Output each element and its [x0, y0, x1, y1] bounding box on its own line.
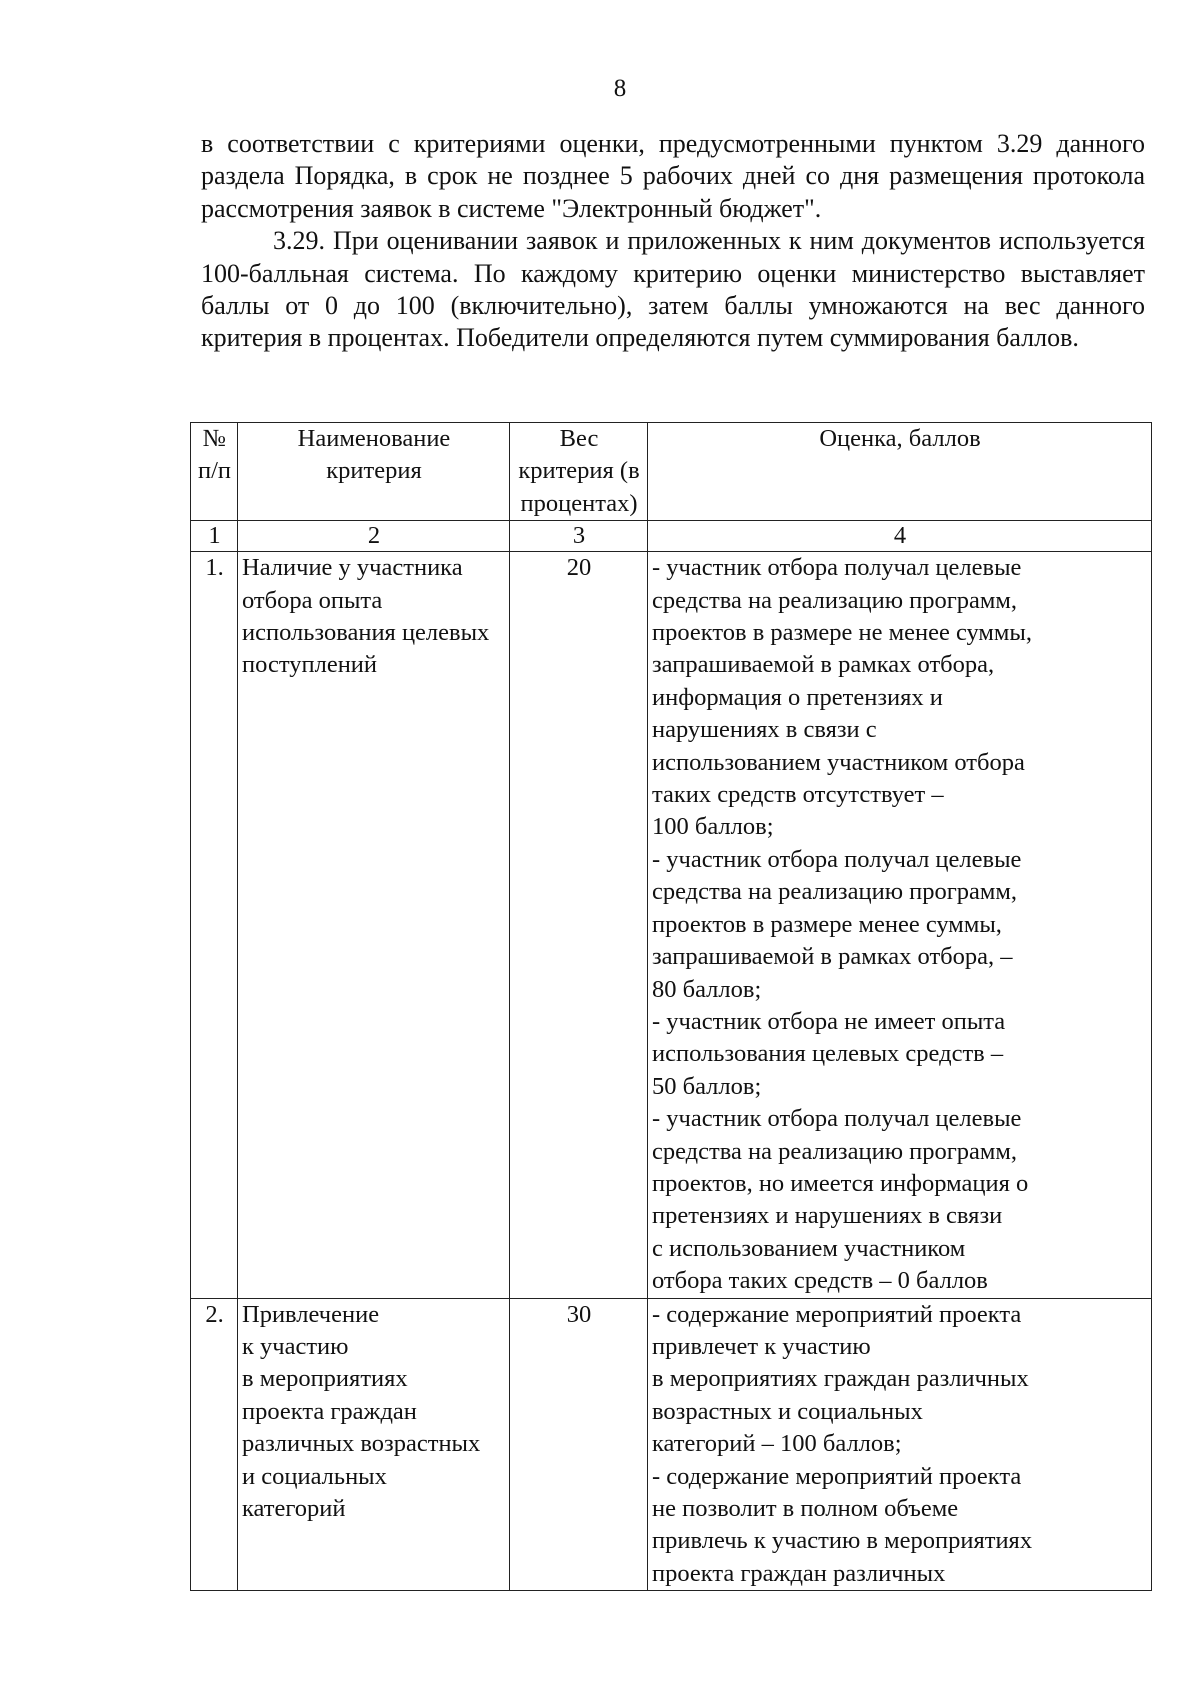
- score-line: использования целевых средств –: [652, 1040, 1004, 1068]
- score-line: привлечь к участию в мероприятиях: [652, 1527, 1033, 1555]
- name-line: категорий: [242, 1495, 346, 1522]
- name-line: к участию: [242, 1332, 349, 1360]
- name-line: отбора опыта: [242, 586, 383, 614]
- row-num: 1.: [191, 552, 238, 1298]
- score-line: нарушениях в связи с: [652, 716, 877, 744]
- table-row: [191, 1298, 1152, 1591]
- score-line: средства на реализацию программ,: [652, 586, 1018, 614]
- score-line: проектов в размере не менее суммы,: [652, 619, 1033, 647]
- score-line: запрашиваемой в рамках отбора,: [652, 651, 995, 679]
- score-line: проектов в размере менее суммы,: [652, 910, 1002, 938]
- name-line: Привлечение: [242, 1300, 380, 1328]
- page-number: 8: [613, 75, 627, 102]
- header-weight-line: Вес: [559, 425, 599, 452]
- header-num: [191, 423, 238, 521]
- score-line: средства на реализацию программ,: [652, 878, 1018, 906]
- header-num-line: №: [202, 425, 227, 452]
- score-line: таких средств отсутствует –: [652, 781, 944, 809]
- name-line: поступлений: [242, 651, 378, 679]
- score-line: претензиях и нарушениях в связи: [652, 1202, 1003, 1230]
- score-line: проектов, но имеется информация о: [652, 1169, 1029, 1197]
- score-line: проекта граждан различных: [652, 1559, 946, 1587]
- header-num-line: п/п: [197, 457, 232, 485]
- score-line: привлечет к участию: [652, 1332, 871, 1360]
- header-name-line: критерия: [326, 457, 422, 485]
- paragraph-continuation: в соответствии с критериями оценки, предусмотренными пунктом 3.29 данного раздела Порядка, в срок не позднее 5 рабочих дней со дня размещения протокола рассмотрения заявок в системе "Электронный бюджет".: [201, 129, 1145, 223]
- criteria-table: [190, 422, 1152, 1591]
- header-score: [648, 423, 1152, 521]
- paragraph-3-29: 3.29. При оценивании заявок и приложенных к ним документов используется 100-балльная система. По каждому критерию оценки министерство выставляет баллы от 0 до 100 (включительно), затем баллы умножаются на вес данного критерия в процентах. Победители определяются путем суммирования баллов.: [201, 226, 1145, 353]
- score-line: категорий – 100 баллов;: [652, 1430, 902, 1458]
- score-line: 80 баллов;: [652, 975, 762, 1003]
- score-line: - участник отбора не имеет опыта: [652, 1007, 1006, 1035]
- column-index: 2: [238, 521, 510, 552]
- column-index: 1: [191, 521, 238, 552]
- row-score: [648, 552, 1152, 1298]
- header-name: [238, 423, 510, 521]
- score-line: - участник отбора получал целевые: [652, 845, 1022, 873]
- body-text: [201, 128, 1145, 355]
- row-weight: 30: [510, 1298, 648, 1591]
- score-line: не позволит в полном объеме: [652, 1495, 959, 1522]
- header-score-line: Оценка, баллов: [819, 425, 981, 452]
- name-line: использования целевых: [242, 619, 490, 647]
- score-line: использованием участником отбора: [652, 748, 1025, 776]
- table-row: [191, 552, 1152, 1298]
- name-line: различных возрастных: [242, 1430, 481, 1458]
- name-line: в мероприятиях: [242, 1365, 408, 1393]
- row-weight: 20: [510, 552, 648, 1298]
- score-line: - участник отбора получал целевые: [652, 1105, 1022, 1133]
- score-line: в мероприятиях граждан различных: [652, 1365, 1029, 1393]
- row-name: [238, 552, 510, 1298]
- name-line: и социальных: [242, 1462, 387, 1490]
- row-score: [648, 1298, 1152, 1591]
- column-index-row: [191, 521, 1152, 552]
- name-line: Наличие у участника: [242, 554, 463, 582]
- score-line: 50 баллов;: [652, 1072, 762, 1100]
- score-line: информация о претензиях и: [652, 683, 943, 711]
- score-line: - участник отбора получал целевые: [652, 554, 1022, 582]
- score-line: возрастных и социальных: [652, 1397, 923, 1425]
- header-weight: [510, 423, 648, 521]
- score-line: - содержание мероприятий проекта: [652, 1300, 1022, 1328]
- score-line: с использованием участником: [652, 1234, 966, 1262]
- score-line: 100 баллов;: [652, 813, 774, 841]
- name-line: проекта граждан: [242, 1397, 417, 1425]
- score-line: средства на реализацию программ,: [652, 1137, 1018, 1165]
- table-header-row: [191, 423, 1152, 521]
- score-line: запрашиваемой в рамках отбора, –: [652, 943, 1013, 971]
- header-weight-line: процентах): [520, 489, 638, 517]
- column-index: 4: [648, 521, 1152, 552]
- row-name: [238, 1298, 510, 1591]
- row-num: 2.: [191, 1298, 238, 1591]
- column-index: 3: [510, 521, 648, 552]
- header-weight-line: критерия (в: [518, 457, 640, 485]
- score-line: отбора таких средств – 0 баллов: [652, 1267, 988, 1295]
- score-line: - содержание мероприятий проекта: [652, 1462, 1022, 1490]
- header-name-line: Наименование: [297, 425, 451, 452]
